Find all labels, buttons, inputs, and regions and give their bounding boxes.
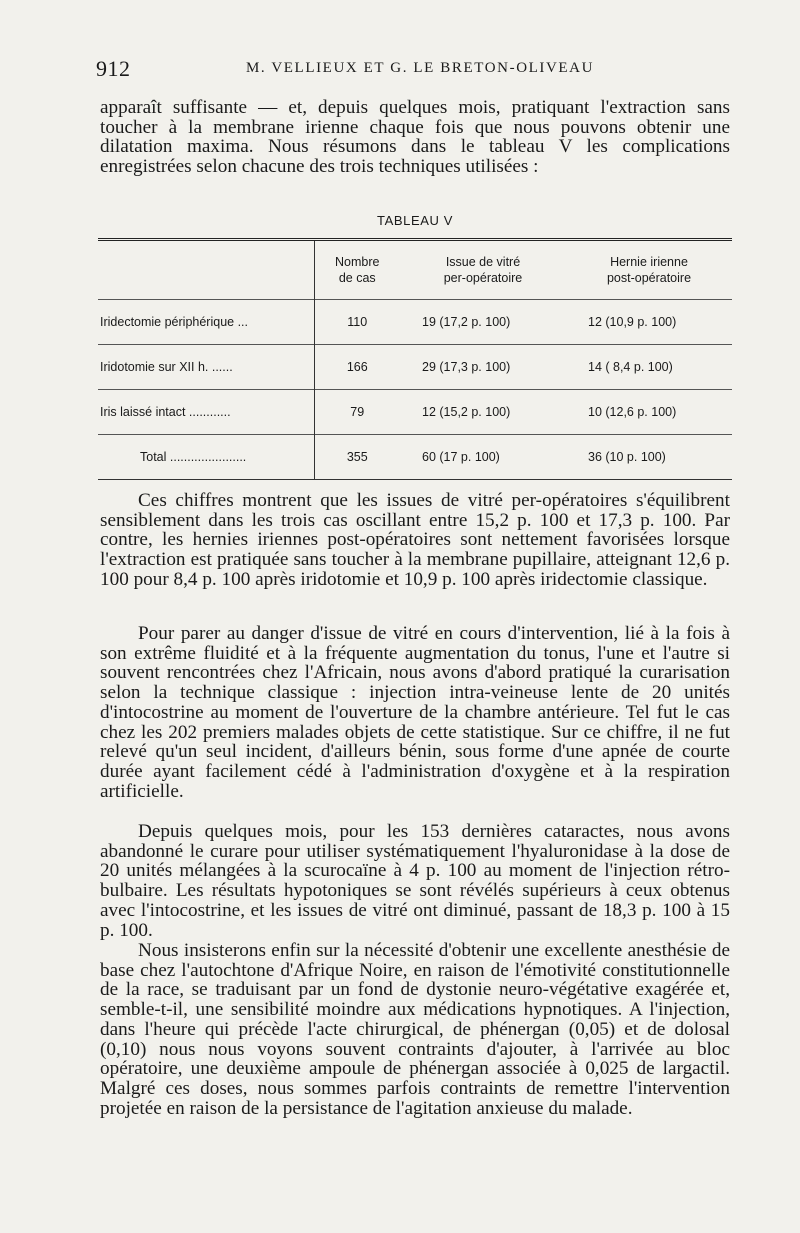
row-label: Iris laissé intact ............ [98,390,314,435]
cell-nombre-de-cas: 166 [314,345,400,390]
table-caption: TABLEAU V [377,213,453,228]
cell-hernie-irienne: 12 (10,9 p. 100) [566,300,732,345]
paragraph-anesthesie: Nous insisterons enfin sur la nécessité d'obtenir une excellente anesthésie de base chez l'autochtone d'Afrique Noire, en raison de l'émotivité constitutionnelle de la race, se traduisant par un fond de dystonie neuro-végétative exagérée et, semble-t-il, une sensibilité moindre aux médications hypnotiques. A l'injection, dans l'heure qui précède l'acte chirurgical, de phénergan (0,05) et de dolosal (0,10) nous nous voyons souvent contraints d'ajouter, à l'arrivée au bloc opératoire, une deuxième ampoule de phénergan associée à 0,025 de largactil. Malgré ces doses, nous sommes parfois contraints de remettre l'intervention projetée en raison de la persistance de l'agitation anxieuse du malade. [100,940,730,1119]
running-head: M. VELLIEUX ET G. LE BRETON-OLIVEAU [246,60,595,76]
total-label: Total ...................... [98,435,314,480]
header-hernie-irienne [566,240,732,300]
cell-nombre-de-cas: 79 [314,390,400,435]
cell-issue-de-vitre: 19 (17,2 p. 100) [400,300,566,345]
paragraph-intro: apparaît suffisante — et, depuis quelques mois, pratiquant l'extraction sans toucher à la membrane irienne chaque fois que nous pouvons obtenir une dilatation maxima. Nous résumons dans le tableau V les complications enregistrées selon chacune des trois techniques utilisées : [100,97,730,178]
table-row [98,390,732,435]
table-row [98,300,732,345]
header-empty-cell [98,240,314,300]
header-line: Hernie irienne [610,255,688,269]
table-header-row [98,240,732,300]
page-header [96,56,730,82]
cell-total-hernie: 36 (10 p. 100) [566,435,732,480]
header-line: de cas [338,271,376,285]
cell-hernie-irienne: 14 ( 8,4 p. 100) [566,345,732,390]
paragraph-results: Ces chiffres montrent que les issues de vitré per-opératoires s'équilibrent sensiblement dans les trois cas oscillant entre 15,2 p. 100 et 17,3 p. 100. Par contre, les hernies iriennes post-opératoires sont nettement favorisées lorsque l'extraction est pratiquée sans toucher à la membrane pupillaire, atteignant 12,6 p. 100 pour 8,4 p. 100 après iridotomie et 10,9 p. 100 après iridectomie classique. [100,490,730,590]
complications-table [98,238,732,480]
cell-issue-de-vitre: 29 (17,3 p. 100) [400,345,566,390]
header-line: Issue de vitré [445,255,521,269]
cell-total-vitre: 60 (17 p. 100) [400,435,566,480]
cell-total-cas: 355 [314,435,400,480]
cell-nombre-de-cas: 110 [314,300,400,345]
cell-issue-de-vitre: 12 (15,2 p. 100) [400,390,566,435]
row-label: Iridotomie sur XII h. ...... [98,345,314,390]
header-line: Nombre [335,255,380,269]
paragraph-curarisation: Pour parer au danger d'issue de vitré en cours d'intervention, lié à la fois à son extrême fluidité et à la fréquente augmentation du tonus, l'une et l'autre si souvent rencontrées chez l'Africain, nous avons d'abord pratiqué la curarisation selon la technique classique : injection intra-veineuse lente de 20 unités d'intocostrine au moment de l'ouverture de la chambre antérieure. Tel fut le cas chez les 202 premiers malades objets de cette statistique. Sur ce chiffre, il ne fut relevé qu'un seul incident, d'ailleurs bénin, sous forme d'une apnée de courte durée ayant facilement cédé à l'administration d'oxygène et à la respiration artificielle. [100,623,730,802]
header-issue-de-vitre [400,240,566,300]
row-label: Iridectomie périphérique ... [98,300,314,345]
cell-hernie-irienne: 10 (12,6 p. 100) [566,390,732,435]
header-line: post-opératoire [606,271,692,285]
table-row [98,345,732,390]
header-line: per-opératoire [443,271,523,285]
paragraph-hyaluronidase: Depuis quelques mois, pour les 153 dernières cataractes, nous avons abandonné le curare pour utiliser systématiquement l'hyaluronidase à la dose de 20 unités mélangées à la scurocaïne à 4 p. 100 au moment de l'injection rétro-bulbaire. Les résultats hypotoniques se sont révélés supérieurs à ceux obtenus avec l'intocostrine, et les issues de vitré ont diminué, passant de 18,3 p. 100 à 15 p. 100. [100,821,730,941]
header-nombre-de-cas [314,240,400,300]
page-number: 912 [96,56,131,81]
table-total-row [98,435,732,480]
